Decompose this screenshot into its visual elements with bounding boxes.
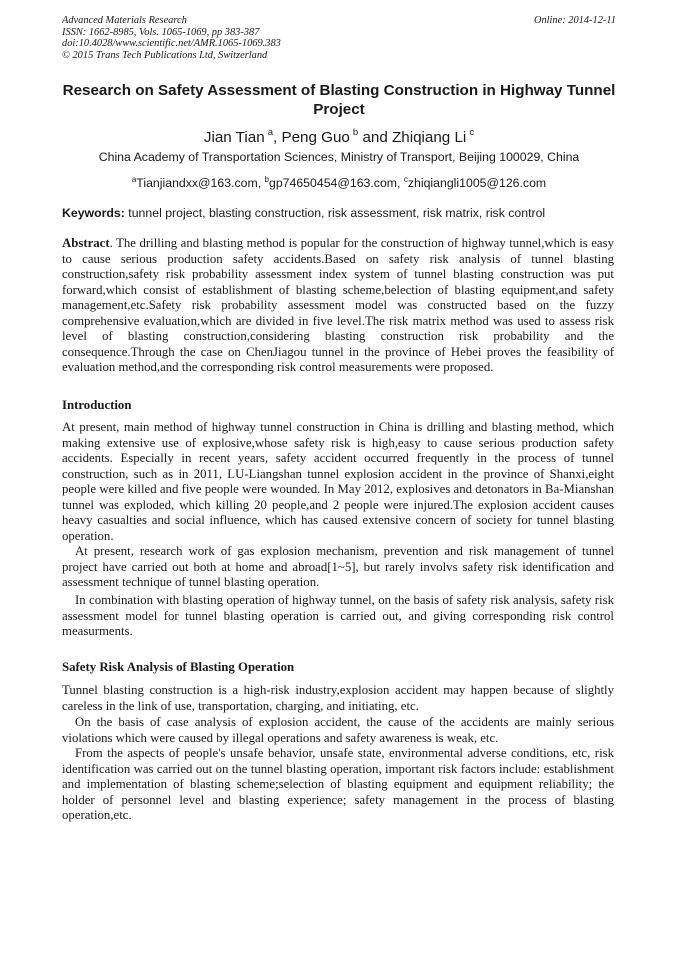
introduction-paragraph-1: At present, main method of highway tunnel construction in China is drilling and blasting method, which making extensive use of explosive,whose safety risk is high,easy to cause serious production safety accidents. Especially in recent years, safety accident occurred frequently in the process of tunnel construction, such as in 2011, LU-Liangshan tunnel explosion accident in the province of Shanxi,eight people were killed and five people were wounded. In May 2012, explosives and detonators in Ba-Mianshan tunnel was exploded, which killing 20 people,and 2 people were injured.The explosion accident causes heavy casualties and social influence, which has caused extensive concern of society for tunnel blasting operation. — [62, 420, 614, 543]
author-name: Peng Guo — [281, 129, 350, 147]
author-mark: a — [267, 127, 274, 138]
abstract-text: . The drilling and blasting method is popular for the construction of highway tunnel,which is easy to cause serious production safety accidents.Based on safety risk analysis of tunnel blasting construction,safety risk probability assessment index system of tunnel blasting construction was put forward,which consist of establishment of blasting scheme,belection of blasting equipment,and safety management,etc.Safety risk probability assessment model was constructed based on the fuzzy comprehensive evaluation,which are divided in five level.The risk matrix method was used to assess risk level of blasting construction,considering blasting construction risk probability and the consequence.Through the case on ChenJiagou tunnel in the province of Hebei proves the feasibility of evaluation method,and the corresponding risk control measurements were proposed. — [62, 236, 614, 375]
safety-paragraph-3: From the aspects of people's unsafe behavior, unsafe state, environmental adverse conditions, etc, risk identification was carried out on the tunnel blasting operation, important risk factors include: establishment and implementation of blasting scheme;selection of blasting equipment and equipment reliability; the holder of personnel level and blasting experience; safety management in the process of blasting operation,etc. — [62, 746, 614, 823]
email-mark: a — [131, 175, 137, 184]
email-address: gp74650454@163.com — [268, 176, 398, 191]
journal-name: Advanced Materials Research — [62, 15, 187, 26]
safety-risk-heading: Safety Risk Analysis of Blasting Operation — [62, 660, 295, 674]
author-mark: c — [469, 127, 475, 138]
author-separator: , — [273, 129, 282, 147]
introduction-heading: Introduction — [62, 398, 132, 412]
keywords-label: Keywords: — [62, 206, 125, 220]
safety-paragraph-1: Tunnel blasting construction is a high-risk industry,explosion accident may happen because of slightly careless in the link of use, transportation, charging, and initiating, etc. — [62, 683, 614, 713]
affiliation: China Academy of Transportation Sciences, Ministry of Transport, Beijing 100029, China — [98, 150, 580, 164]
introduction-paragraph-3: In combination with blasting operation of highway tunnel, on the basis of safety risk analysis, safety risk assessment model for tunnel blasting operation is carried out, and giving corresponding risk control measurments. — [62, 593, 614, 639]
journal-header — [62, 15, 616, 61]
issn-line: ISSN: 1662-8985, Vols. 1065-1069, pp 383-387 — [62, 26, 260, 38]
introduction-paragraph-2: At present, research work of gas explosion mechanism, prevention and risk management of tunnel project have carried out both at home and abroad[1~5], but rarely involvs safety risk identification and assessment technique of tunnel blasting operation. — [62, 544, 614, 590]
email-separator: , — [257, 176, 265, 191]
email-mark: b — [264, 175, 269, 184]
email-separator: , — [397, 176, 404, 191]
keywords-text: tunnel project, blasting construction, risk assessment, risk matrix, risk control — [124, 206, 546, 220]
author-list — [62, 125, 616, 147]
email-address: Tianjiandxx@163.com — [136, 176, 258, 191]
doi-line: doi:10.4028/www.scientific.net/AMR.1065-1069.383 — [62, 38, 281, 50]
copyright-line: © 2015 Trans Tech Publications Ltd, Switzerland — [62, 49, 268, 61]
author-name: Zhiqiang Li — [392, 129, 467, 147]
email-address: zhiqiangli1005@126.com — [407, 176, 547, 191]
author-conjunction: and — [358, 129, 392, 147]
author-mark: b — [352, 127, 359, 138]
author-name: Jian Tian — [203, 129, 265, 147]
online-date: Online: 2014-12-11 — [533, 15, 616, 26]
paper-title: Research on Safety Assessment of Blasting Construction in Highway Tunnel Project — [62, 82, 616, 118]
keywords — [62, 206, 616, 221]
abstract — [62, 236, 614, 376]
email-list — [62, 172, 616, 191]
safety-paragraph-2: On the basis of case analysis of explosion accident, the cause of the accidents are mainly serious violations which were caused by illegal operations and safety awareness is weak, etc. — [62, 715, 614, 745]
email-mark: c — [403, 175, 408, 184]
abstract-label: Abstract — [62, 236, 110, 250]
